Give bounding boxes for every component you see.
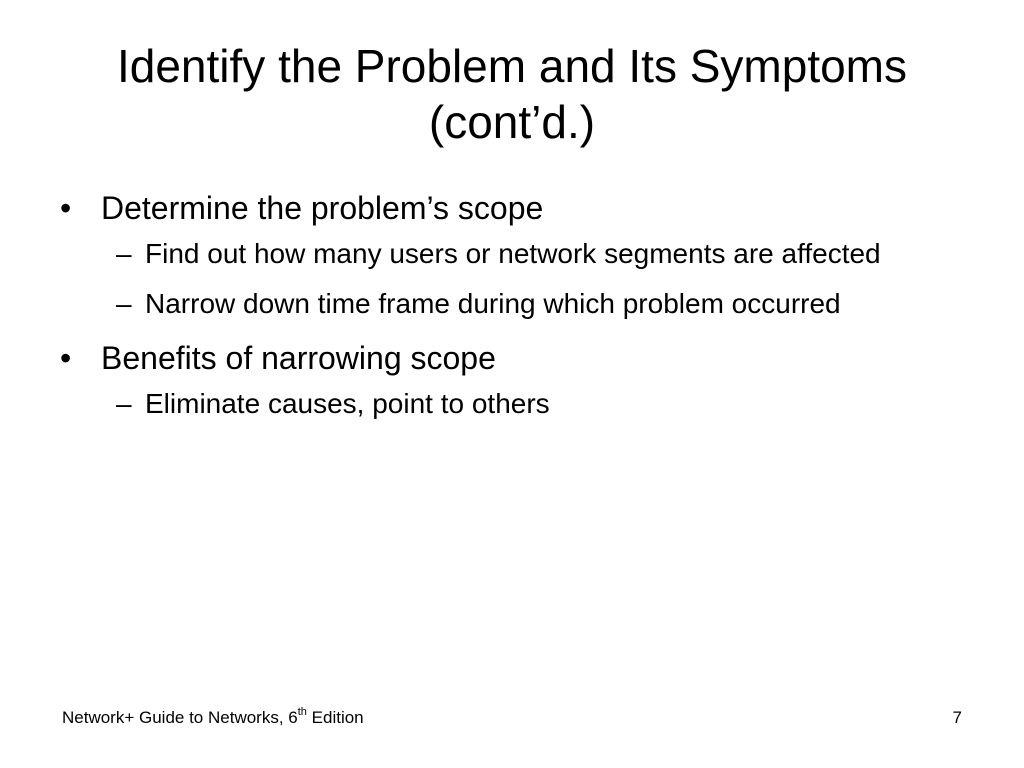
bullet-item xyxy=(60,338,960,378)
sub-bullet-text: Eliminate causes, point to others xyxy=(145,388,550,419)
sub-bullet-marker: – xyxy=(116,288,132,319)
bullet-text: Determine the problem’s scope xyxy=(101,190,544,226)
bullet-text: Benefits of narrowing scope xyxy=(101,340,496,376)
slide-title-line-2: (cont’d.) xyxy=(428,96,596,148)
slide-body xyxy=(60,188,960,434)
page-number: 7 xyxy=(952,708,962,727)
footer-source-superscript: th xyxy=(297,706,307,719)
bullet-marker: • xyxy=(60,190,72,226)
sub-bullet-item xyxy=(116,284,960,324)
footer-source xyxy=(62,707,364,729)
sub-bullet-text: Narrow down time frame during which problem occurred xyxy=(145,288,841,319)
sub-bullet-item xyxy=(116,234,960,274)
sub-bullet-item xyxy=(116,384,960,424)
slide-title xyxy=(40,38,984,150)
slide-title-line-1: Identify the Problem and Its Symptoms xyxy=(116,40,908,92)
bullet-item xyxy=(60,188,960,228)
footer-source-suffix: Edition xyxy=(306,708,364,727)
footer-source-prefix: Network+ Guide to Networks, 6 xyxy=(62,708,298,727)
sub-bullet-marker: – xyxy=(116,388,132,419)
bullet-marker: • xyxy=(60,340,72,376)
sub-bullet-marker: – xyxy=(116,238,132,269)
sub-bullet-text: Find out how many users or network segments are affected xyxy=(145,238,881,269)
